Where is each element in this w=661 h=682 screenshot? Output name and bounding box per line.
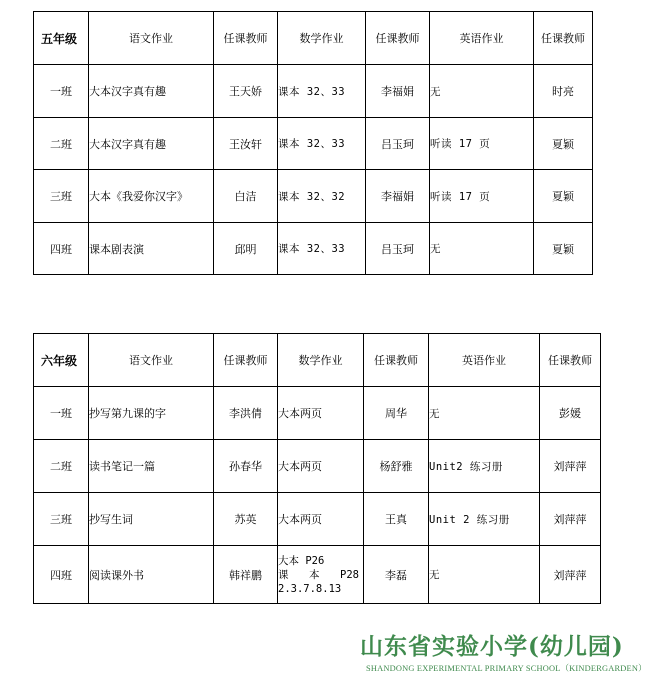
math-hw-word: 课 xyxy=(278,568,289,581)
math-teacher-cell: 李磊 xyxy=(364,546,429,604)
col-header-chinese-teacher: 任课教师 xyxy=(214,334,278,387)
chinese-hw-cell: 读书笔记一篇 xyxy=(89,440,214,493)
math-hw-cell: 课本 32、32 xyxy=(278,170,366,223)
chinese-teacher-cell: 孙春华 xyxy=(214,440,278,493)
english-hw-cell: 听读 17 页 xyxy=(430,170,534,223)
chinese-teacher-cell: 王天娇 xyxy=(214,65,278,118)
english-teacher-cell: 夏颖 xyxy=(534,118,593,170)
col-header-english-hw: 英语作业 xyxy=(430,12,534,65)
col-header-math-hw: 数学作业 xyxy=(278,334,364,387)
col-header-chinese-teacher: 任课教师 xyxy=(214,12,278,65)
table-header-row xyxy=(34,12,593,65)
chinese-hw-cell: 大本汉字真有趣 xyxy=(89,118,214,170)
math-hw-line: 大本 P26 xyxy=(278,554,325,567)
table-row xyxy=(34,223,593,275)
english-hw-cell: 无 xyxy=(430,65,534,118)
table-row xyxy=(34,387,601,440)
math-hw-cell: 大本两页 xyxy=(278,387,364,440)
chinese-teacher-cell: 苏英 xyxy=(214,493,278,546)
col-header-english-teacher: 任课教师 xyxy=(534,12,593,65)
grade5-homework-table xyxy=(33,11,593,275)
table-row xyxy=(34,118,593,170)
class-cell: 一班 xyxy=(34,65,89,118)
math-teacher-cell: 吕玉珂 xyxy=(366,223,430,275)
math-teacher-cell: 李福娟 xyxy=(366,65,430,118)
class-cell: 三班 xyxy=(34,170,89,223)
math-hw-cell: 课本 32、33 xyxy=(278,223,366,275)
class-cell: 四班 xyxy=(34,546,89,604)
chinese-hw-cell: 抄写生词 xyxy=(89,493,214,546)
col-header-math-teacher: 任课教师 xyxy=(364,334,429,387)
school-name-english: SHANDONG EXPERIMENTAL PRIMARY SCHOOL（KINDERGARDEN） xyxy=(366,664,647,673)
math-hw-cell: 大本两页 xyxy=(278,493,364,546)
math-teacher-cell: 杨舒雅 xyxy=(364,440,429,493)
math-hw-line: 2.3.7.8.13 xyxy=(278,582,342,595)
grade-label: 五年级 xyxy=(34,12,89,65)
chinese-teacher-cell: 李洪倩 xyxy=(214,387,278,440)
class-cell: 二班 xyxy=(34,118,89,170)
col-header-english-hw: 英语作业 xyxy=(429,334,540,387)
english-teacher-cell: 夏颖 xyxy=(534,170,593,223)
math-teacher-cell: 周华 xyxy=(364,387,429,440)
grade-label: 六年级 xyxy=(34,334,89,387)
math-teacher-cell: 李福娟 xyxy=(366,170,430,223)
math-hw-word: 本 xyxy=(309,568,320,581)
english-hw-cell: 听读 17 页 xyxy=(430,118,534,170)
english-teacher-cell: 刘萍萍 xyxy=(540,440,601,493)
chinese-hw-cell: 课本剧表演 xyxy=(89,223,214,275)
english-teacher-cell: 时亮 xyxy=(534,65,593,118)
math-teacher-cell: 王真 xyxy=(364,493,429,546)
table-row xyxy=(34,65,593,118)
chinese-teacher-cell: 韩祥鹏 xyxy=(214,546,278,604)
school-logo xyxy=(360,628,660,674)
english-hw-cell: Unit2 练习册 xyxy=(429,440,540,493)
english-hw-cell: 无 xyxy=(429,387,540,440)
english-teacher-cell: 刘萍萍 xyxy=(540,546,601,604)
chinese-hw-cell: 大本《我爱你汉字》 xyxy=(89,170,214,223)
col-header-chinese-hw: 语文作业 xyxy=(89,334,214,387)
table-row xyxy=(34,493,601,546)
english-teacher-cell: 刘萍萍 xyxy=(540,493,601,546)
class-cell: 一班 xyxy=(34,387,89,440)
chinese-hw-cell: 大本汉字真有趣 xyxy=(89,65,214,118)
english-hw-cell: 无 xyxy=(430,223,534,275)
chinese-hw-cell: 抄写第九课的字 xyxy=(89,387,214,440)
grade6-homework-table xyxy=(33,333,601,604)
col-header-math-hw: 数学作业 xyxy=(278,12,366,65)
english-hw-cell: 无 xyxy=(429,546,540,604)
math-hw-cell: 大本两页 xyxy=(278,440,364,493)
class-cell: 二班 xyxy=(34,440,89,493)
table-row xyxy=(34,170,593,223)
math-hw-cell: 课本 32、33 xyxy=(278,118,366,170)
math-hw-line xyxy=(278,568,363,582)
class-cell: 四班 xyxy=(34,223,89,275)
math-hw-cell xyxy=(278,546,364,604)
col-header-chinese-hw: 语文作业 xyxy=(89,12,214,65)
math-hw-word: P28 xyxy=(340,568,359,581)
chinese-teacher-cell: 白洁 xyxy=(214,170,278,223)
english-teacher-cell: 彭媛 xyxy=(540,387,601,440)
table-row xyxy=(34,546,601,604)
class-cell: 三班 xyxy=(34,493,89,546)
english-teacher-cell: 夏颖 xyxy=(534,223,593,275)
table-header-row xyxy=(34,334,601,387)
chinese-teacher-cell: 邱明 xyxy=(214,223,278,275)
math-hw-cell: 课本 32、33 xyxy=(278,65,366,118)
chinese-hw-cell: 阅读课外书 xyxy=(89,546,214,604)
school-name: 山东省实验小学(幼儿园) xyxy=(360,633,624,660)
english-hw-cell: Unit 2 练习册 xyxy=(429,493,540,546)
chinese-teacher-cell: 王汝轩 xyxy=(214,118,278,170)
col-header-math-teacher: 任课教师 xyxy=(366,12,430,65)
math-teacher-cell: 吕玉珂 xyxy=(366,118,430,170)
table-row xyxy=(34,440,601,493)
col-header-english-teacher: 任课教师 xyxy=(540,334,601,387)
